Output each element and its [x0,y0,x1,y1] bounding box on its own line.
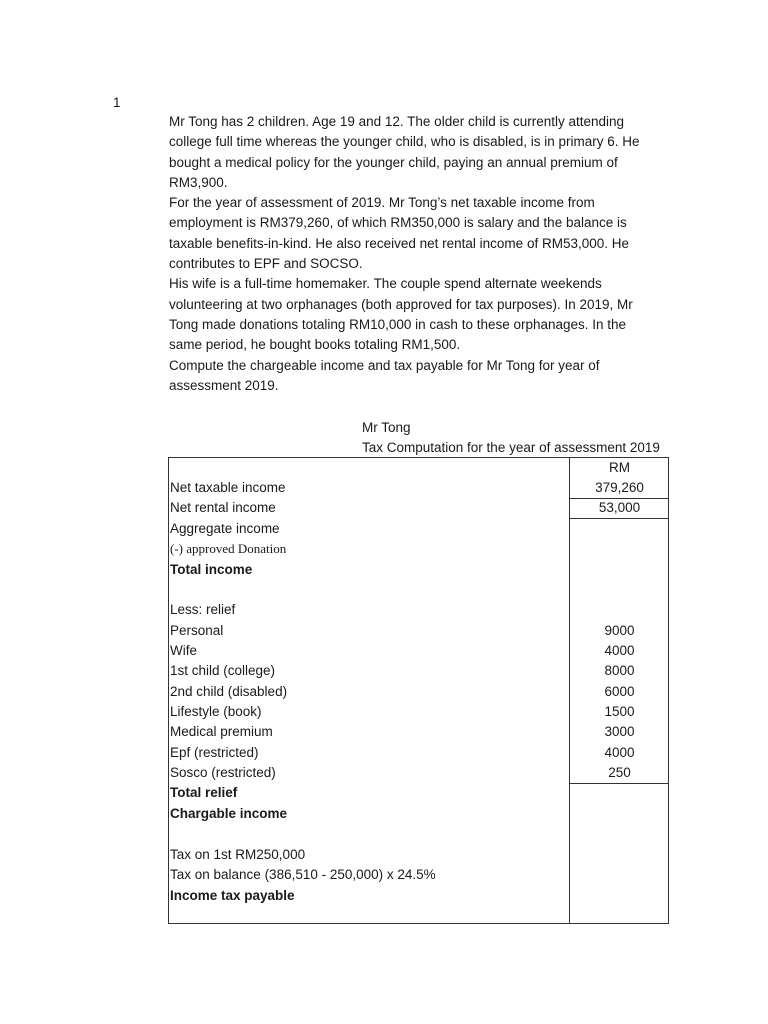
row-value: 4000 [604,745,635,760]
row-label: Tax on balance (386,510 - 250,000) x 24.5% [170,867,436,882]
row-label: Epf (restricted) [170,745,259,760]
row-label: Net rental income [170,500,276,515]
column-header-rm: RM [609,460,630,475]
row-value: 9000 [604,623,635,638]
row-label: Lifestyle (book) [170,704,262,719]
row-label: Personal [170,623,224,638]
row-value: 3000 [604,724,635,739]
row-value: 53,000 [598,500,641,515]
row-value: 250 [608,765,631,780]
question-paragraph: His wife is a full-time homemaker. The couple spend alternate weekends volunteering at two orphanages (both approved for tax purposes). In 2019, Mr Tong made donations totaling RM10,000 in cash to these orphanages. In the same period, he bought books totaling RM1,500. [169,276,633,353]
row-label: Sosco (restricted) [170,765,276,780]
question-paragraph: For the year of assessment of 2019. Mr Tong’s net taxable income from employment is RM379,260, of which RM350,000 is salary and the balance is taxable benefits-in-kind. He also received net rental income of RM53,000. He contributes to EPF and SOCSO. [169,195,629,272]
row-label: 1st child (college) [170,663,276,678]
row-label: (-) approved Donation [170,541,287,556]
row-label: Net taxable income [170,480,286,495]
computation-title: Tax Computation for the year of assessment 2019 [362,440,660,455]
row-label: Wife [170,643,197,658]
row-label: Total income [170,562,253,577]
row-value: 8000 [604,663,635,678]
row-label: Chargable income [170,806,288,821]
row-value: 379,260 [595,480,644,495]
row-label: Medical premium [170,724,273,739]
row-value: 1500 [604,704,635,719]
row-value: 4000 [604,643,635,658]
row-label: Less: relief [170,602,236,617]
relief-total-line [569,783,669,784]
row-label: Total relief [170,785,238,800]
computation-name: Mr Tong [362,420,411,435]
question-paragraph: Mr Tong has 2 children. Age 19 and 12. The older child is currently attending college full time whereas the younger child, who is disabled, is in primary 6. He bought a medical policy for the younger child, paying an annual premium of RM3,900. [169,114,640,190]
row-value: 6000 [604,684,635,699]
question-text [169,112,649,396]
question-number: 1 [113,95,121,110]
question-paragraph: Compute the chargeable income and tax payable for Mr Tong for year of assessment 2019. [169,357,600,393]
row-label: 2nd child (disabled) [170,684,288,699]
row-label: Tax on 1st RM250,000 [170,847,306,862]
row-label: Aggregate income [170,521,280,536]
row-label: Income tax payable [170,888,295,903]
